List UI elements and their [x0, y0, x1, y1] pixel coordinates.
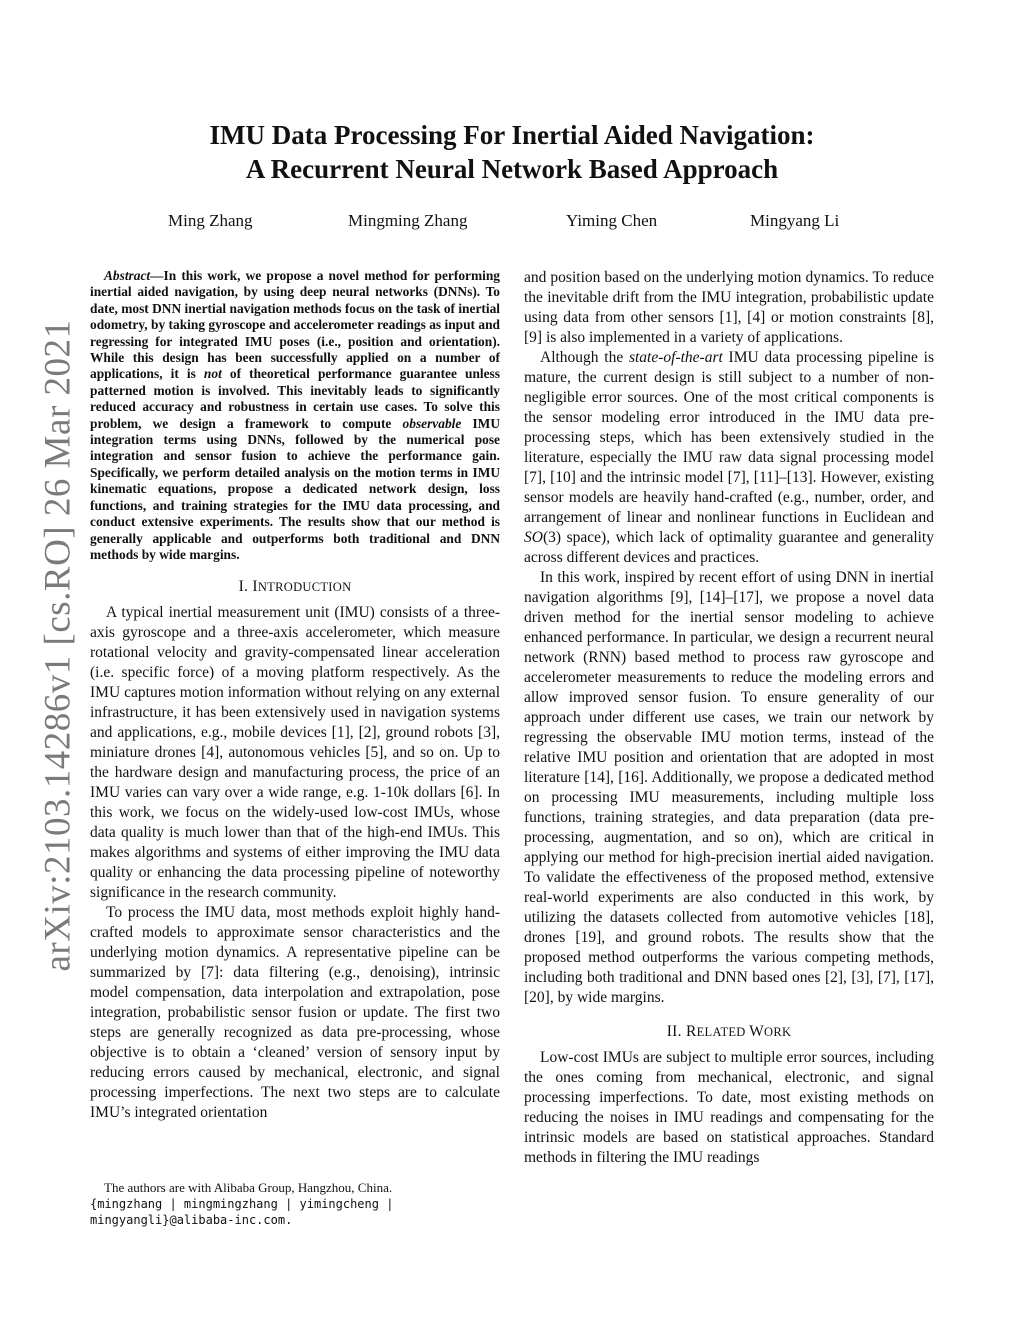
intro-paragraph-continued: and position based on the underlying motion dynamics. To reduce the inevitable drift from the IMU integration, probabilistic update using data from other sensors [1], [4] or motion constraints [8], [9] is also implemented in a variety of applications. — [524, 269, 934, 346]
title-line-2: A Recurrent Neural Network Based Approach — [245, 154, 779, 184]
left-column — [90, 268, 500, 1123]
affiliation-text: The authors are with Alibaba Group, Hangzhou, China. — [104, 1180, 393, 1195]
intro-paragraph-2: To process the IMU data, most methods exploit highly hand-crafted models to approximate sensor characteristics and the underlying motion dynamics. A representative pipeline can be summarized by [7]: data filtering (e.g., denoising), intrinsic model compensation, data interpolation and extrapolation, pose integration, probabilistic sensor fusion or update. The first two steps are generally recognized as data pre-processing, whose objective is to obtain a ‘cleaned’ version of sensory input by reducing errors caused by mechanical, electronic, and signal processing imperfections. The next two steps are to calculate IMU’s integrated orientation — [90, 904, 500, 1122]
author-name: Ming Zhang — [168, 211, 253, 230]
paper-title — [0, 118, 1024, 186]
author-list — [0, 211, 1024, 235]
arxiv-identifier: arXiv:2103.14286v1 [cs.RO] 26 Mar 2021 — [37, 318, 79, 972]
title-line-1: IMU Data Processing For Inertial Aided Navigation: — [209, 120, 815, 150]
intro-paragraph-1: A typical inertial measurement unit (IMU) consists of a three-axis gyroscope and a three-axis accelerometer, which measure rotational velocity and gravity-compensated linear acceleration (i.e. specific force) of a moving platform respectively. As the IMU captures motion information without relying on any external infrastructure, it has been extensively used in navigation systems and applications, e.g., mobile devices [1], [2], ground robots [3], miniature drones [4], autonomous vehicles [5], and so on. Up to the hardware design and manufacturing process, the price of an IMU varies can vary over a wide range, e.g. 1-10k dollars [6]. In this work, we focus on the widely-used low-cost IMUs, whose data quality is much lower than that of the high-end IMUs. This makes algorithms and systems of either improving the IMU data quality or enhancing the data processing pipeline of noteworthy significance in the research community. — [90, 604, 500, 902]
abstract-label: Abstract— — [104, 268, 164, 283]
right-column — [524, 268, 934, 1168]
intro-paragraph-4: In this work, inspired by recent effort of using DNN in inertial navigation algorithms [9], [14]–[17], we propose a novel data driven method for the inertial sensor modeling to achieve enhanced performance. In particular, we design a recurrent neural network (RNN) based method to process raw gyroscope and accelerometer measurements to reduce the modeling errors and allow improved sensor fusion. To ensure generality of our approach under different use cases, we train our network by regressing the observable IMU motion terms, instead of the relative IMU position and orientation that are adopted in most literature [14], [16]. Additionally, we propose a dedicated method on processing IMU measurements, including multiple loss functions, training strategies, and data preparation (data pre-processing, augmentation, and so on), which are critical in applying our method for high-precision inertial aided navigation. To validate the effectiveness of the proposed method, extensive real-world experiments are also conducted in this work, by utilizing the datasets collected from automotive vehicles [18], drones [19], and ground robots. The results show that the proposed method outperforms the various competing methods, including both traditional and DNN based ones [2], [3], [7], [17], [20], by wide margins. — [524, 569, 934, 1006]
arxiv-stamp — [28, 300, 88, 990]
abstract: Abstract—In this work, we propose a novel method for performing inertial aided navigation, by using deep neural networks (DNNs). To date, most DNN inertial navigation methods focus on the task of inertial odometry, by taking gyroscope and accelerometer readings as input and regressing for integrated IMU poses (i.e., position and orientation). While this design has been successfully applied on a number of applications, it is not of theoretical performance guarantee unless patterned motion is involved. This inevitably leads to significantly reduced accuracy and robustness in certain use cases. To solve this problem, we design a framework to compute observable IMU integration terms using DNNs, followed by the numerical pose integration and sensor fusion to achieve the performance gain. Specifically, we perform detailed analysis on the motion terms in IMU kinematic equations, propose a dedicated network design, loss functions, and training strategies for the IMU data processing, and conduct extensive experiments. The results show that our method is generally applicable and outperforms both traditional and DNN methods by wide margins. — [90, 268, 500, 562]
author-name: Mingming Zhang — [348, 211, 468, 230]
intro-paragraph-3: Although the state-of-the-art IMU data processing pipeline is mature, the current design is still subject to a number of non-negligible error sources. One of the most critical components is the sensor modeling error introduced in the IMU data pre-processing steps, which has been extensively studied in the literature, especially the IMU raw data signal processing model [7], [10] and the intrinsic model [7], [11]–[13]. However, existing sensor models are heavily hand-crafted (e.g., number, order, and arrangement of linear and nonlinear functions in Euclidean and SO(3) space), which lack of optimality guarantee and generality across different devices and practices. — [524, 349, 934, 566]
math-so3: SO — [524, 529, 543, 546]
author-name: Mingyang Li — [750, 211, 840, 230]
author-name: Yiming Chen — [566, 211, 658, 230]
author-emails: {mingzhang | mingmingzhang | yimingcheng | mingyangli}@alibaba-inc.com. — [90, 1197, 394, 1227]
section-heading-introduction: I. INTRODUCTION — [238, 578, 352, 596]
section-heading-related-work: II. RELATED WORK — [666, 1023, 792, 1040]
related-work-paragraph-1: Low-cost IMUs are subject to multiple error sources, including the ones coming from mechanical, electronic, and signal processing imperfections. To date, most existing methods on reducing the noises in IMU readings and compensating for the intrinsic models are based on statistical approaches. Standard methods in filtering the IMU readings — [524, 1049, 934, 1166]
author-affiliation-footnote — [90, 1180, 500, 1228]
